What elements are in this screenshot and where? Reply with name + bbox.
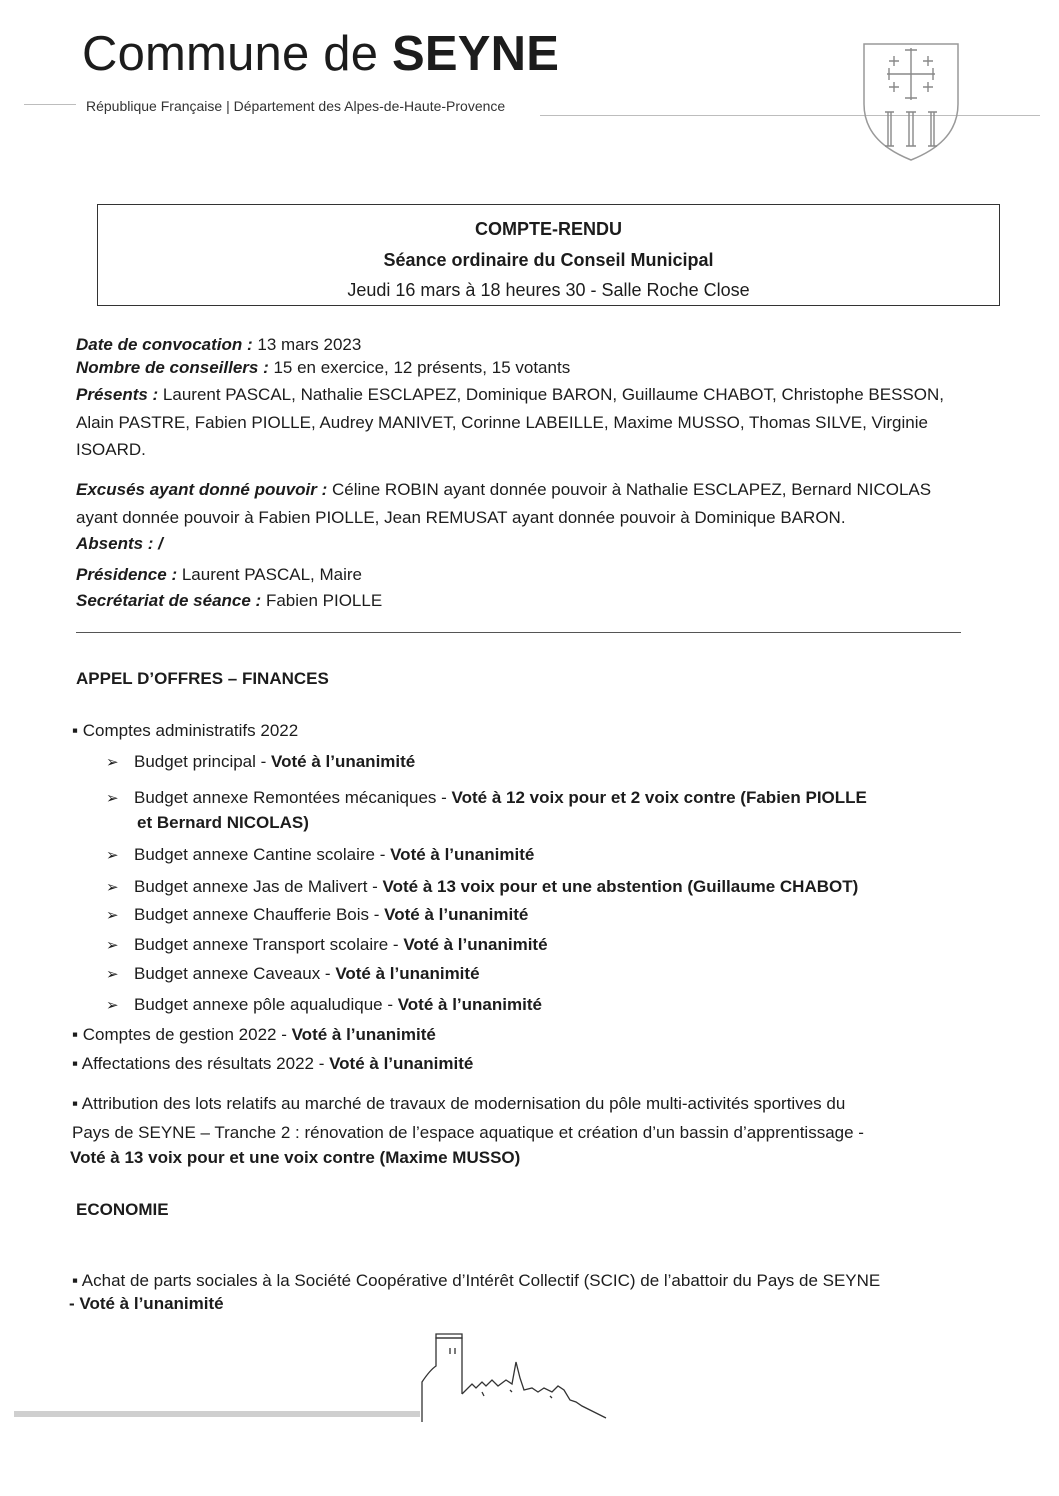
budget-label: Budget annexe pôle aqualudique - [134, 995, 398, 1014]
budget-vote: Voté à 12 voix pour et 2 voix contre (Fabien PIOLLE [451, 788, 867, 807]
budget-vote: Voté à l’unanimité [403, 935, 548, 954]
comptes-gestion-item [72, 1023, 436, 1046]
absents-line [76, 532, 163, 555]
presidence-value: Laurent PASCAL, Maire [177, 565, 362, 584]
budget-item [106, 750, 415, 774]
budget-item [106, 933, 548, 957]
arrow-bullet-icon: ➢ [106, 937, 119, 954]
budget-vote: Voté à l’unanimité [390, 845, 535, 864]
secretariat-line [76, 589, 382, 612]
attribution-item-line-2: Pays de SEYNE – Tranche 2 : rénovation de l’espace aquatique et création d’un bassin d’apprentissage - [72, 1123, 864, 1142]
budget-item [106, 843, 534, 867]
arrow-bullet-icon: ➢ [106, 847, 119, 864]
budget-item [106, 875, 858, 899]
budget-label: Budget annexe Jas de Malivert - [134, 877, 383, 896]
convocation-value: 13 mars 2023 [252, 335, 362, 354]
budget-item [106, 786, 867, 810]
budget-vote: Voté à 13 voix pour et une abstention (Guillaume CHABOT) [382, 877, 859, 896]
report-title-box [97, 204, 1000, 306]
section-heading-economie: ECONOMIE [76, 1200, 169, 1219]
title-name: SEYNE [391, 27, 560, 81]
presidence-label: Présidence : [76, 565, 178, 584]
budget-item [106, 962, 480, 986]
budget-item [106, 903, 528, 927]
arrow-bullet-icon: ➢ [106, 790, 119, 807]
budget-vote: Voté à l’unanimité [397, 995, 542, 1014]
arrow-bullet-icon: ➢ [106, 966, 119, 983]
attribution-vote: Voté à 13 voix pour et une voix contre (Maxime MUSSO) [70, 1148, 521, 1167]
convocation-line [76, 333, 361, 356]
arrow-bullet-icon: ➢ [106, 907, 119, 924]
presents-line-3: ISOARD. [76, 440, 146, 459]
attribution-item: ▪ Attribution des lots relatifs au marché de travaux de modernisation du pôle multi-activités sportives du [72, 1094, 846, 1113]
budget-label: Budget annexe Cantine scolaire - [134, 845, 391, 864]
commune-title [82, 26, 559, 82]
comptes-administratifs-item: ▪ Comptes administratifs 2022 [72, 721, 299, 740]
affectations-vote: Voté à l’unanimité [329, 1054, 474, 1073]
budget-vote: Voté à l’unanimité [335, 964, 480, 983]
comptes-gestion-label: ▪ Comptes de gestion 2022 - [72, 1025, 292, 1044]
header-subtitle: République Française | Département des Alpes-de-Haute-Provence [86, 98, 506, 114]
budget-vote-continuation: et Bernard NICOLAS) [137, 813, 309, 832]
footer-bar [14, 1411, 420, 1417]
arrow-bullet-icon: ➢ [106, 997, 119, 1014]
secretariat-value: Fabien PIOLLE [261, 591, 383, 610]
presents-value: Laurent PASCAL, Nathalie ESCLAPEZ, Dominique BARON, Guillaume CHABOT, Christophe BESSON, [158, 385, 944, 404]
achat-parts-vote: - Voté à l’unanimité [69, 1294, 224, 1313]
affectations-label: ▪ Affectations des résultats 2022 - [72, 1054, 330, 1073]
presents-line [76, 383, 944, 406]
presents-line-2: Alain PASTRE, Fabien PIOLLE, Audrey MANIVET, Corinne LABEILLE, Maxime MUSSO, Thomas SILVE, Virginie [76, 413, 928, 432]
budget-label: Budget annexe Chaufferie Bois - [134, 905, 385, 924]
arrow-bullet-icon: ➢ [106, 879, 119, 896]
section-divider [76, 632, 961, 633]
budget-item [106, 993, 542, 1017]
budget-label: Budget principal - [134, 752, 272, 771]
header-divider-right [540, 115, 1040, 116]
convocation-label: Date de convocation : [76, 335, 253, 354]
budget-label: Budget annexe Transport scolaire - [134, 935, 404, 954]
presidence-line [76, 563, 362, 586]
budget-vote: Voté à l’unanimité [271, 752, 416, 771]
cross-crest-icon [858, 38, 964, 164]
excuses-value: Céline ROBIN ayant donnée pouvoir à Nathalie ESCLAPEZ, Bernard NICOLAS [327, 480, 932, 499]
session-type: Séance ordinaire du Conseil Municipal [383, 250, 714, 270]
comptes-gestion-vote: Voté à l’unanimité [291, 1025, 436, 1044]
report-title: COMPTE-RENDU [475, 219, 622, 239]
achat-parts-item: ▪ Achat de parts sociales à la Société Coopérative d’Intérêt Collectif (SCIC) de l’abattoir du Pays de SEYNE [72, 1271, 881, 1290]
presents-label: Présents : [76, 385, 159, 404]
budget-label: Budget annexe Remontées mécaniques - [134, 788, 452, 807]
castle-ruin-icon [420, 1330, 610, 1424]
budget-vote: Voté à l’unanimité [384, 905, 529, 924]
budget-label: Budget annexe Caveaux - [134, 964, 336, 983]
conseillers-value: 15 en exercice, 12 présents, 15 votants [268, 358, 571, 377]
secretariat-label: Secrétariat de séance : [76, 591, 262, 610]
excuses-line [76, 478, 931, 501]
conseillers-label: Nombre de conseillers : [76, 358, 269, 377]
arrow-bullet-icon: ➢ [106, 754, 119, 771]
excuses-line-2: ayant donnée pouvoir à Fabien PIOLLE, Jean REMUSAT ayant donnée pouvoir à Dominique BARON. [76, 508, 846, 527]
absents-label: Absents : / [76, 534, 163, 553]
title-prefix: Commune de [82, 27, 392, 81]
header-divider-left [24, 104, 76, 105]
section-heading-finances: APPEL D’OFFRES – FINANCES [76, 669, 329, 688]
session-date: Jeudi 16 mars à 18 heures 30 - Salle Roche Close [347, 280, 750, 300]
conseillers-line [76, 356, 570, 379]
affectations-item [72, 1052, 473, 1075]
excuses-label: Excusés ayant donné pouvoir : [76, 480, 328, 499]
